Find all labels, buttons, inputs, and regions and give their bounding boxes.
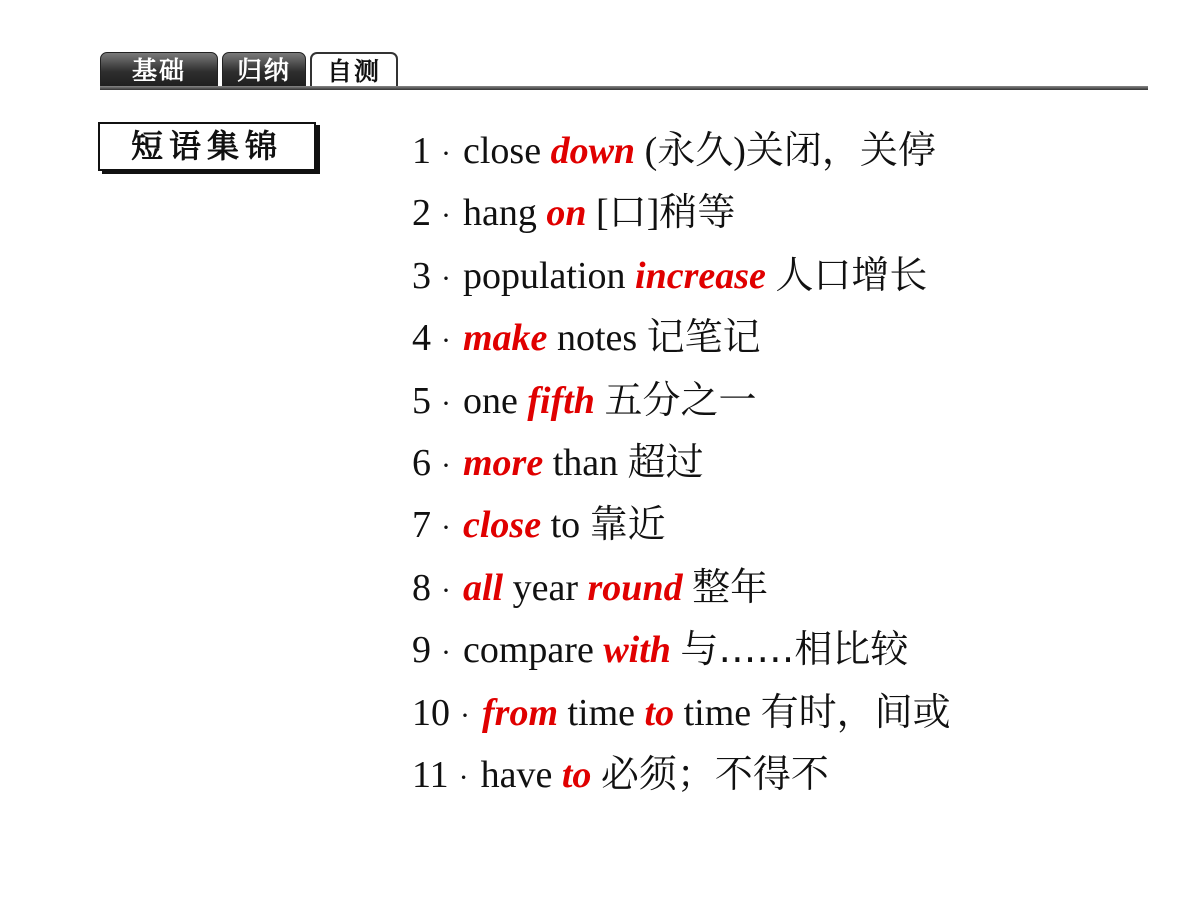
phrase-text: hang	[463, 192, 547, 235]
answer-word: to	[644, 691, 675, 734]
bullet-dot: ·	[441, 199, 451, 233]
phrase-text: 人口增长	[775, 252, 928, 297]
phrase-number: 10	[412, 691, 450, 734]
phrase-text: 必须；不得不	[600, 751, 829, 796]
phrase-item	[412, 372, 951, 434]
phrase-text: have	[480, 753, 562, 796]
phrase-text: time	[558, 691, 645, 734]
phrase-number: 3	[412, 254, 431, 297]
answer-word: down	[550, 130, 636, 172]
phrase-text: 五分之一	[604, 377, 757, 422]
phrase-text: one	[463, 379, 528, 422]
phrase-text: time 有时，间或	[674, 689, 951, 734]
phrase-item	[412, 559, 951, 621]
phrase-text: population	[463, 254, 636, 297]
bullet-dot: ·	[460, 698, 470, 732]
phrase-text: 整年	[692, 564, 769, 609]
answer-word: from	[482, 691, 558, 734]
phrase-text: close	[463, 130, 551, 172]
answer-word: all	[463, 566, 504, 609]
answer-word: fifth	[527, 379, 595, 422]
phrase-item	[412, 122, 951, 184]
answer-word: close	[463, 504, 542, 547]
phrase-number: 2	[412, 192, 431, 235]
phrase-number: 4	[412, 317, 431, 360]
answer-word: round	[587, 566, 683, 609]
bullet-dot: ·	[441, 511, 451, 545]
bullet-dot: ·	[441, 261, 451, 295]
phrase-number: 7	[412, 504, 431, 547]
header-divider	[100, 86, 1148, 90]
phrase-number: 5	[412, 379, 431, 422]
phrase-item	[412, 309, 951, 371]
phrase-item	[412, 621, 951, 683]
phrase-text: compare	[463, 629, 604, 672]
answer-word: make	[463, 317, 548, 360]
phrase-item	[412, 247, 951, 309]
tab-summary[interactable]: 归纳	[222, 52, 306, 88]
bullet-dot: ·	[458, 760, 469, 794]
bullet-dot: ·	[441, 137, 451, 170]
answer-word: on	[546, 192, 587, 235]
phrase-number: 8	[412, 566, 431, 609]
section-title: 短语集锦	[98, 122, 316, 171]
bullet-dot: ·	[441, 324, 451, 358]
phrase-item	[412, 684, 951, 746]
answer-word: increase	[635, 254, 766, 297]
bullet-dot: ·	[441, 636, 451, 670]
phrase-text: 与……相比较	[680, 627, 909, 672]
phrase-item	[412, 184, 951, 246]
bullet-dot: ·	[441, 573, 451, 607]
phrase-text: year	[503, 566, 588, 609]
phrase-item	[412, 434, 951, 496]
phrase-item	[412, 496, 951, 558]
tab-basics[interactable]: 基础	[100, 52, 218, 88]
phrase-text: [口]稍等	[586, 190, 736, 235]
phrase-text: to 靠近	[541, 502, 666, 547]
phrase-item	[412, 746, 951, 808]
bullet-dot: ·	[441, 448, 451, 482]
phrase-text: (永久)关闭，关停	[635, 128, 936, 172]
phrase-number: 1	[412, 130, 431, 172]
tab-self-test[interactable]: 自测	[310, 52, 398, 88]
phrase-text: than 超过	[543, 439, 704, 484]
phrase-number: 11	[412, 753, 449, 796]
answer-word: more	[463, 441, 544, 484]
phrase-number: 9	[412, 629, 431, 672]
phrase-text: notes 记笔记	[547, 315, 761, 360]
phrase-number: 6	[412, 441, 431, 484]
answer-word: with	[603, 629, 671, 672]
answer-word: to	[561, 753, 592, 796]
phrase-list	[412, 122, 951, 808]
bullet-dot: ·	[441, 386, 451, 420]
